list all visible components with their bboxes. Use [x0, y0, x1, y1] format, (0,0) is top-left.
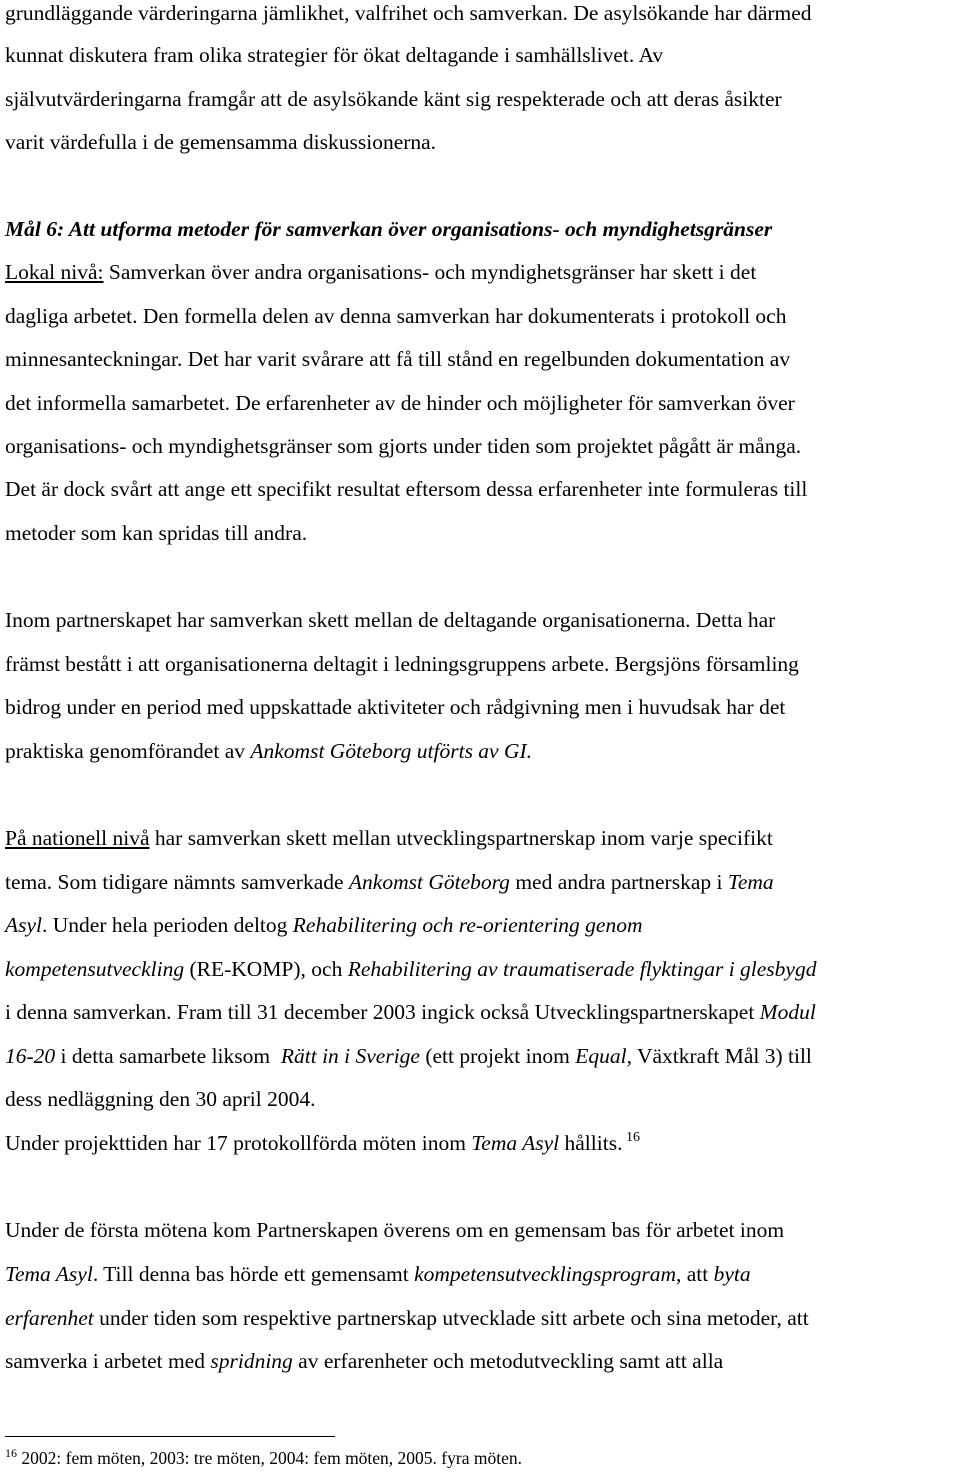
text-segment: Under de första mötena kom Partnerskapen överens om en gemensam bas för arbetet inom	[5, 1218, 785, 1242]
text-line	[5, 520, 960, 546]
text-line	[5, 42, 960, 68]
text-segment: Ankomst Göteborg utförts av GI.	[250, 739, 533, 763]
text-segment: Ankomst Göteborg	[348, 870, 510, 894]
text-line	[5, 869, 960, 895]
text-segment: Växtkraft Mål 3) till	[631, 1044, 812, 1068]
text-line	[5, 912, 960, 938]
text-segment: Modul	[759, 1000, 816, 1024]
footnote	[5, 1446, 522, 1470]
text-segment: i denna samverkan. Fram till 31 december 2003 ingick också Utvecklingspartnerskapet	[5, 1000, 760, 1024]
text-segment: Equal,	[575, 1044, 632, 1068]
paragraph-nationell-niva	[5, 825, 960, 851]
text-segment: (ett projekt inom	[419, 1044, 576, 1068]
text-line	[5, 390, 960, 416]
text-line	[5, 86, 960, 112]
text-segment: hållits.	[559, 1131, 623, 1155]
text-line	[5, 433, 960, 459]
footnote-marker: 16	[5, 1446, 17, 1460]
text-segment: Asyl	[5, 913, 43, 937]
text-segment: Det är dock svårt att ange ett specifikt resultat eftersom dessa erfarenheter inte formuleras till	[5, 477, 808, 501]
footnote-reference: 16	[622, 1130, 640, 1145]
text-segment: bidrog under en period med uppskattade aktiviteter och rådgivning men i huvudsak har det	[5, 695, 786, 719]
text-segment: organisations- och myndighetsgränser som gjorts under tiden som projektet pågått är många.	[5, 434, 802, 458]
text-segment: det informella samarbetet. De erfarenheter av de hinder och möjligheter för samverkan över	[5, 391, 795, 415]
footnote-separator	[5, 1436, 335, 1437]
footnote-text: 2002: fem möten, 2003: tre möten, 2004: fem möten, 2005. fyra möten.	[17, 1448, 522, 1468]
text-line	[5, 129, 960, 155]
paragraph-inom-partnerskapet	[5, 607, 960, 633]
text-segment: tema. Som tidigare nämnts samverkade	[5, 870, 349, 894]
text-segment: grundläggande värderingarna jämlikhet, valfrihet och samverkan. De asylsökande har därmed	[5, 1, 812, 25]
text-segment: självutvärderingarna framgår att de asylsökande känt sig respekterade och att deras åsikter	[5, 87, 782, 111]
text-segment: av erfarenheter och metodutveckling samt att alla	[292, 1349, 724, 1373]
text-segment: Inom partnerskapet har samverkan skett mellan de deltagande organisationerna. Detta har	[5, 608, 776, 632]
paragraph-lokal-niva	[5, 259, 960, 285]
text-segment: metoder som kan spridas till andra.	[5, 521, 308, 545]
text-segment: under tiden som respektive partnerskap utvecklade sitt arbete och sina metoder, att	[93, 1306, 809, 1330]
text-segment: , att	[676, 1262, 714, 1286]
text-segment: Mål 6: Att utforma metoder för samverkan över organisations- och myndighetsgränser	[5, 217, 773, 241]
text-line	[5, 738, 960, 764]
text-segment: kompetensutveckling	[5, 957, 185, 981]
section-heading-mal-6	[5, 216, 960, 242]
text-segment: På nationell nivå	[5, 826, 150, 850]
text-line	[5, 651, 960, 677]
text-segment: kunnat diskutera fram olika strategier för ökat deltagande i samhällslivet. Av	[5, 43, 664, 67]
text-segment: i detta samarbete liksom	[55, 1044, 281, 1068]
text-line	[5, 1043, 960, 1069]
text-segment: minnesanteckningar. Det har varit svårare att få till stånd en regelbunden dokumentation av	[5, 347, 791, 371]
text-line	[5, 346, 960, 372]
text-segment: har samverkan skett mellan utvecklingspartnerskap inom varje specifikt	[149, 826, 773, 850]
text-line	[5, 476, 960, 502]
text-segment: kompetensutvecklingsprogram	[414, 1262, 676, 1286]
text-segment: varit värdefulla i de gemensamma diskussionerna.	[5, 130, 437, 154]
text-line	[5, 0, 960, 26]
text-line	[5, 1261, 960, 1287]
text-line	[5, 1086, 960, 1112]
text-line	[5, 999, 960, 1025]
text-segment: Rehabilitering och re-orientering genom	[292, 913, 643, 937]
text-segment: Tema Asyl	[5, 1262, 93, 1286]
paragraph-protokollforda-moten	[5, 1130, 960, 1156]
text-segment: spridning	[210, 1349, 293, 1373]
text-line	[5, 694, 960, 720]
text-segment: dess nedläggning den 30 april 2004.	[5, 1087, 316, 1111]
text-line	[5, 956, 960, 982]
text-line	[5, 1348, 960, 1374]
text-segment: Tema Asyl	[471, 1131, 560, 1155]
text-segment: . Till denna bas hörde ett gemensamt	[92, 1262, 415, 1286]
text-segment: Lokal nivå:	[5, 260, 104, 284]
text-segment: Samverkan över andra organisations- och myndighetsgränser har skett i det	[103, 260, 757, 284]
text-line	[5, 1305, 960, 1331]
text-segment: 16-20	[5, 1044, 56, 1068]
text-segment: främst bestått i att organisationerna deltagit i ledningsgruppens arbete. Bergsjöns församling	[5, 652, 799, 676]
text-segment: dagliga arbetet. Den formella delen av denna samverkan har dokumenterats i protokoll och	[5, 304, 787, 328]
text-segment: erfarenhet	[5, 1306, 94, 1330]
text-segment: samverka i arbetet med	[5, 1349, 211, 1373]
text-segment: Rehabilitering av traumatiserade flyktingar i glesbygd	[347, 957, 817, 981]
text-line	[5, 303, 960, 329]
text-segment: Tema	[727, 870, 774, 894]
text-segment: Under projekttiden har 17 protokollförda möten inom	[5, 1131, 472, 1155]
text-segment: med andra partnerskap i	[509, 870, 728, 894]
paragraph-forsta-motena	[5, 1217, 960, 1243]
text-segment: praktiska genomförandet av	[5, 739, 251, 763]
text-segment: Rätt in i Sverige	[280, 1044, 420, 1068]
text-segment: . Under hela perioden deltog	[42, 913, 293, 937]
text-segment: byta	[713, 1262, 751, 1286]
text-segment: (RE-KOMP), och	[184, 957, 348, 981]
